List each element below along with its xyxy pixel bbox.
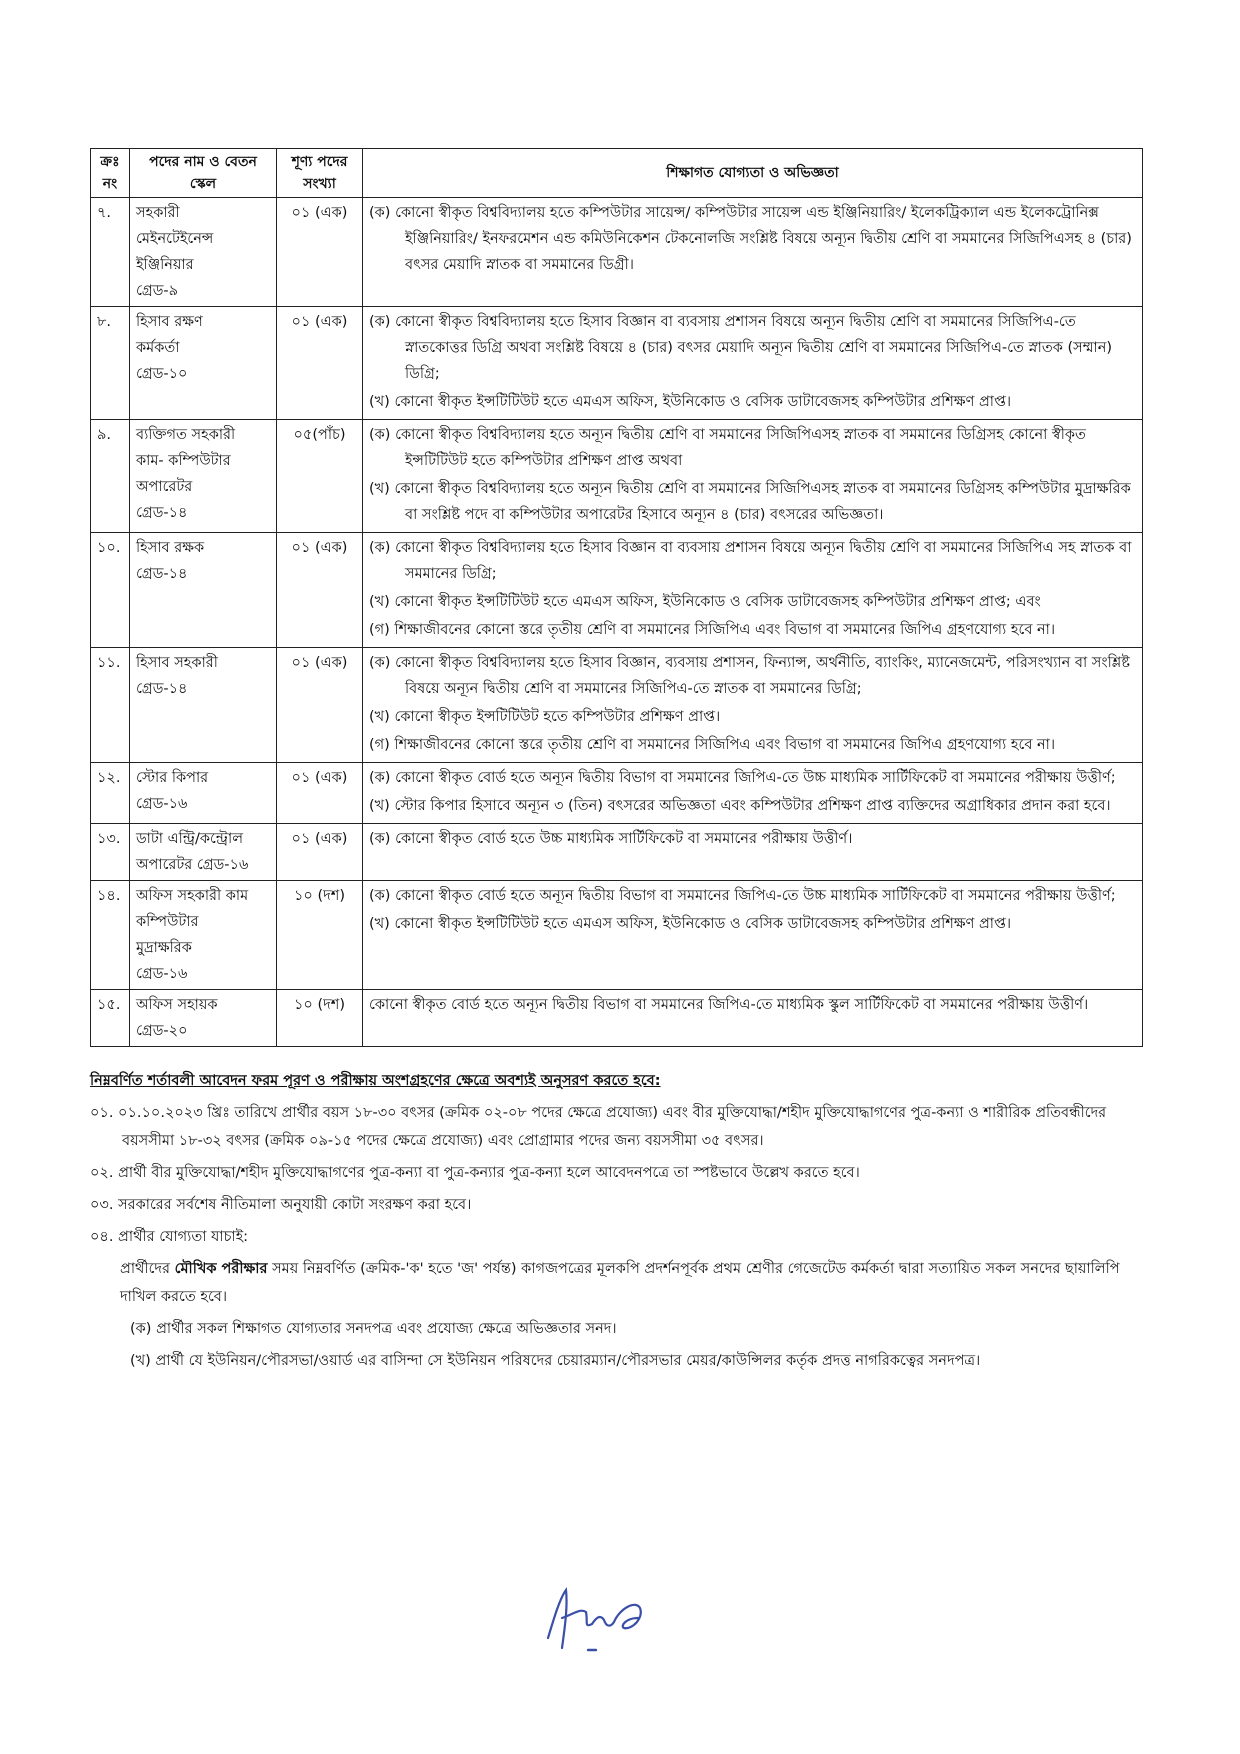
qualification-item: (ক) কোনো স্বীকৃত বিশ্ববিদ্যালয় হতে কম্পিউটার সায়েন্স/ কম্পিউটার সায়েন্স এন্ড ইঞ্জিনিয়ারিং/ ইলেকট্রিক্যাল এন্ড ইলেকট্রোনিক্স ইঞ্জিনিয়ারিং/ ইনফরমেশন এন্ড কমিউনিকেশন টেকনোলজি সংশ্লিষ্ট বিষয়ে অন্যূন দ্বিতীয় শ্রেণি বা সমমানের সিজিপিএসহ ৪ (চার) বৎসর মেয়াদি স্নাতক বা সমমানের ডিগ্রী। — [369, 205, 1132, 273]
row-vacancy: ০১ (এক) — [277, 824, 363, 881]
post-line: মেইনটেইনেন্স — [136, 231, 214, 247]
post-line: ইঞ্জিনিয়ার — [136, 257, 194, 273]
condition-paragraph — [120, 1255, 1142, 1311]
row-vacancy: ১০ (দশ) — [277, 881, 363, 990]
post-line: হিসাব সহকারী — [136, 655, 218, 671]
conditions-section — [90, 1067, 1142, 1375]
header-qualification: শিক্ষাগত যোগ্যতা ও অভিজ্ঞতা — [363, 149, 1143, 198]
post-line: গ্রেড-৯ — [136, 283, 179, 299]
row-sl: ১৫. — [91, 990, 130, 1047]
post-line: হিসাব রক্ষক — [136, 540, 205, 556]
post-line: স্টোর কিপার — [136, 770, 209, 786]
table-row — [91, 533, 1143, 648]
row-vacancy: ০৫(পাঁচ) — [277, 420, 363, 533]
paragraph-text: সময় নিম্নবর্ণিত (ক্রমিক-'ক' হতে 'জ' পর্যন্ত) কাগজপত্রের মূলকপি প্রদর্শনপূর্বক প্রথম শ্রেণীর গেজেটেড কর্মকর্তা দ্বারা সত্যায়িত সকল সনদের ছায়ালিপি দাখিল করতে হবে। — [120, 1261, 1120, 1305]
post-line: অপারেটর গ্রেড-১৬ — [136, 857, 249, 873]
table-row — [91, 420, 1143, 533]
header-post: পদের নাম ও বেতন স্কেল — [130, 149, 277, 198]
row-sl: ১৩. — [91, 824, 130, 881]
row-vacancy: ০১ (এক) — [277, 198, 363, 307]
post-line: সহকারী — [136, 205, 180, 221]
row-vacancy: ০১ (এক) — [277, 307, 363, 420]
table-row — [91, 648, 1143, 763]
post-line: কর্মকর্তা — [136, 340, 180, 356]
row-qualification — [363, 198, 1143, 307]
row-post — [130, 990, 277, 1047]
row-post — [130, 198, 277, 307]
table-row — [91, 763, 1143, 824]
row-post — [130, 533, 277, 648]
conditions-title: নিম্নবর্ণিত শর্তাবলী আবেদন ফরম পূরণ ও পরীক্ষায় অংশগ্রহণের ক্ষেত্রে অবশ্যই অনুসরণ করতে হবে: — [90, 1073, 661, 1089]
row-sl: ৯. — [91, 420, 130, 533]
row-sl: ৭. — [91, 198, 130, 307]
qualification-item: (খ) কোনো স্বীকৃত ইন্সটিটিউট হতে এমএস অফিস, ইউনিকোড ও বেসিক ডাটাবেজসহ কম্পিউটার প্রশিক্ষণ প্রাপ্ত। — [369, 916, 1012, 932]
row-sl: ১৪. — [91, 881, 130, 990]
row-post — [130, 648, 277, 763]
header-vacancy: শূণ্য পদের সংখ্যা — [277, 149, 363, 198]
qualification-item: (খ) কোনো স্বীকৃত ইন্সটিটিউট হতে এমএস অফিস, ইউনিকোড ও বেসিক ডাটাবেজসহ কম্পিউটার প্রশিক্ষণ প্রাপ্ত; এবং — [369, 594, 1041, 610]
row-qualification — [363, 307, 1143, 420]
post-line: গ্রেড-১০ — [136, 366, 188, 382]
viva-label: মৌখিক পরীক্ষার — [174, 1261, 268, 1277]
table-row — [91, 198, 1143, 307]
row-post — [130, 420, 277, 533]
post-line: গ্রেড-১৪ — [136, 505, 188, 521]
row-vacancy: ০১ (এক) — [277, 533, 363, 648]
post-line: গ্রেড-১৬ — [136, 796, 188, 812]
signature-image — [540, 1578, 670, 1662]
post-line: ব্যক্তিগত সহকারী — [136, 427, 236, 443]
qualification-item: (ক) কোনো স্বীকৃত বোর্ড হতে অন্যূন দ্বিতীয় বিভাগ বা সমমানের জিপিএ-তে উচ্চ মাধ্যমিক সার্টিফিকেট বা সমমানের পরীক্ষায় উত্তীর্ণ; — [369, 770, 1116, 786]
row-sl: ১০. — [91, 533, 130, 648]
qualification-item: (ক) কোনো স্বীকৃত বিশ্ববিদ্যালয় হতে হিসাব বিজ্ঞান বা ব্যবসায় প্রশাসন বিষয়ে অন্যূন দ্বিতীয় শ্রেণি বা সমমানের সিজিপিএ সহ স্নাতক বা সমমানের ডিগ্রি; — [369, 540, 1132, 582]
qualification-item: (গ) শিক্ষাজীবনের কোনো স্তরে তৃতীয় শ্রেণি বা সমমানের সিজিপিএ এবং বিভাগ বা সমমানের জিপিএ গ্রহণযোগ্য হবে না। — [369, 737, 1056, 753]
table-row — [91, 881, 1143, 990]
qualification-item: (গ) শিক্ষাজীবনের কোনো স্তরে তৃতীয় শ্রেণি বা সমমানের সিজিপিএ এবং বিভাগ বা সমমানের জিপিএ গ্রহণযোগ্য হবে না। — [369, 622, 1056, 638]
table-header-row — [91, 149, 1143, 198]
document-page — [90, 148, 1142, 1379]
post-line: গ্রেড-১৪ — [136, 681, 188, 697]
row-qualification — [363, 420, 1143, 533]
post-line: ডাটা এন্ট্রি/কন্ট্রোল — [136, 831, 243, 847]
qualification-item: (ক) কোনো স্বীকৃত বোর্ড হতে উচ্চ মাধ্যমিক সার্টিফিকেট বা সমমানের পরীক্ষায় উত্তীর্ণ। — [369, 831, 853, 847]
post-line: কাম- কম্পিউটার — [136, 453, 231, 469]
row-sl: ১২. — [91, 763, 130, 824]
row-qualification — [363, 824, 1143, 881]
qualification-item: (ক) কোনো স্বীকৃত বিশ্ববিদ্যালয় হতে অন্যূন দ্বিতীয় শ্রেণি বা সমমানের সিজিপিএসহ স্নাতক বা সমমানের ডিগ্রিসহ কোনো স্বীকৃত ইন্সটিটিউট হতে কম্পিউটার প্রশিক্ষণ প্রাপ্ত অথবা — [369, 427, 1086, 469]
row-vacancy: ১০ (দশ) — [277, 990, 363, 1047]
row-sl: ১১. — [91, 648, 130, 763]
document-item: (ক) প্রার্থীর সকল শিক্ষাগত যোগ্যতার সনদপত্র এবং প্রযোজ্য ক্ষেত্রে অভিজ্ঞতার সনদ। — [130, 1321, 617, 1337]
row-qualification — [363, 533, 1143, 648]
condition-item: ০১. ০১.১০.২০২৩ খ্রিঃ তারিখে প্রার্থীর বয়স ১৮-৩০ বৎসর (ক্রমিক ০২-০৮ পদের ক্ষেত্রে প্রযোজ্য) এবং বীর মুক্তিযোদ্ধা/শহীদ মুক্তিযোদ্ধাগণের পুত্র-কন্যা ও শারীরিক প্রতিবন্ধীদের বয়সসীমা ১৮-৩২ বৎসর (ক্রমিক ০৯-১৫ পদের ক্ষেত্রে প্রযোজ্য) এবং প্রোগ্রামার পদের জন্য বয়সসীমা ৩৫ বৎসর। — [90, 1105, 1107, 1149]
condition-item: ০৩. সরকারের সর্বশেষ নীতিমালা অনুযায়ী কোটা সংরক্ষণ করা হবে। — [90, 1197, 472, 1213]
row-vacancy: ০১ (এক) — [277, 763, 363, 824]
vacancy-table — [90, 148, 1143, 1047]
post-line: হিসাব রক্ষণ — [136, 314, 203, 330]
paragraph-text: প্রার্থীদের — [120, 1261, 170, 1277]
post-line: গ্রেড-১৪ — [136, 566, 188, 582]
row-post — [130, 307, 277, 420]
qualification-item: (ক) কোনো স্বীকৃত বিশ্ববিদ্যালয় হতে হিসাব বিজ্ঞান বা ব্যবসায় প্রশাসন বিষয়ে অন্যূন দ্বিতীয় শ্রেণি বা সমমানের সিজিপিএ-তে স্নাতকোত্তর ডিগ্রি অথবা সংশ্লিষ্ট বিষয়ে ৪ (চার) বৎসর মেয়াদি অন্যূন দ্বিতীয় শ্রেণি বা সমমানের সিজিপিএ-তে স্নাতক (সম্মান) ডিগ্রি; — [369, 314, 1113, 382]
row-post — [130, 881, 277, 990]
post-line: অপারেটর — [136, 479, 193, 495]
header-sl: ক্রঃ নং — [91, 149, 130, 198]
qualification-item: (খ) কোনো স্বীকৃত ইন্সটিটিউট হতে এমএস অফিস, ইউনিকোড ও বেসিক ডাটাবেজসহ কম্পিউটার প্রশিক্ষণ প্রাপ্ত। — [369, 394, 1012, 410]
qualification-item: (ক) কোনো স্বীকৃত বোর্ড হতে অন্যূন দ্বিতীয় বিভাগ বা সমমানের জিপিএ-তে উচ্চ মাধ্যমিক সার্টিফিকেট বা সমমানের পরীক্ষায় উত্তীর্ণ; — [369, 888, 1116, 904]
post-line: কম্পিউটার — [136, 914, 199, 930]
qualification-item: (খ) কোনো স্বীকৃত বিশ্ববিদ্যালয় হতে অন্যূন দ্বিতীয় শ্রেণি বা সমমানের সিজিপিএসহ স্নাতক বা সমমানের ডিগ্রিসহ কম্পিউটার মুদ্রাক্ষরিক বা সংশ্লিষ্ট পদে বা কম্পিউটার অপারেটর হিসাবে অন্যূন ৪ (চার) বৎসরের অভিজ্ঞতা। — [369, 481, 1131, 523]
row-qualification — [363, 990, 1143, 1047]
row-post — [130, 763, 277, 824]
post-line: মুদ্রাক্ষরিক — [136, 940, 192, 956]
condition-item: ০৪. প্রার্থীর যোগ্যতা যাচাই: — [90, 1229, 249, 1245]
qualification-item: কোনো স্বীকৃত বোর্ড হতে অন্যূন দ্বিতীয় বিভাগ বা সমমানের জিপিএ-তে মাধ্যমিক স্কুল সার্টিফিকেট বা সমমানের পরীক্ষায় উত্তীর্ণ। — [369, 997, 1089, 1013]
condition-item: ০২. প্রার্থী বীর মুক্তিযোদ্ধা/শহীদ মুক্তিযোদ্ধাগণের পুত্র-কন্যা বা পুত্র-কন্যার পুত্র-কন্যা হলে আবেদনপত্রে তা স্পষ্টভাবে উল্লেখ করতে হবে। — [90, 1165, 860, 1181]
qualification-item: (খ) কোনো স্বীকৃত ইন্সটিটিউট হতে কম্পিউটার প্রশিক্ষণ প্রাপ্ত। — [369, 709, 721, 725]
row-qualification — [363, 881, 1143, 990]
post-line: অফিস সহায়ক — [136, 997, 218, 1013]
post-line: গ্রেড-২০ — [136, 1023, 188, 1039]
post-line: গ্রেড-১৬ — [136, 966, 188, 982]
row-post — [130, 824, 277, 881]
row-qualification — [363, 763, 1143, 824]
row-vacancy: ০১ (এক) — [277, 648, 363, 763]
table-row — [91, 307, 1143, 420]
table-row — [91, 824, 1143, 881]
document-item: (খ) প্রার্থী যে ইউনিয়ন/পৌরসভা/ওয়ার্ড এর বাসিন্দা সে ইউনিয়ন পরিষদের চেয়ারম্যান/পৌরসভার মেয়র/কাউন্সিলর কর্তৃক প্রদত্ত নাগরিকত্বের সনদপত্র। — [130, 1353, 981, 1369]
qualification-item: (খ) স্টোর কিপার হিসাবে অন্যূন ৩ (তিন) বৎসরের অভিজ্ঞতা এবং কম্পিউটার প্রশিক্ষণ প্রাপ্ত ব্যক্তিদের অগ্রাধিকার প্রদান করা হবে। — [369, 798, 1111, 814]
row-qualification — [363, 648, 1143, 763]
post-line: অফিস সহকারী কাম — [136, 888, 249, 904]
qualification-item: (ক) কোনো স্বীকৃত বিশ্ববিদ্যালয় হতে হিসাব বিজ্ঞান, ব্যবসায় প্রশাসন, ফিন্যান্স, অর্থনীতি, ব্যাংকিং, ম্যানেজমেন্ট, পরিসংখ্যান বা সংশ্লিষ্ট বিষয়ে অন্যূন দ্বিতীয় শ্রেণি বা সমমানের সিজিপিএ-তে স্নাতক বা সমমানের ডিগ্রি; — [369, 655, 1130, 697]
row-sl: ৮. — [91, 307, 130, 420]
table-row — [91, 990, 1143, 1047]
